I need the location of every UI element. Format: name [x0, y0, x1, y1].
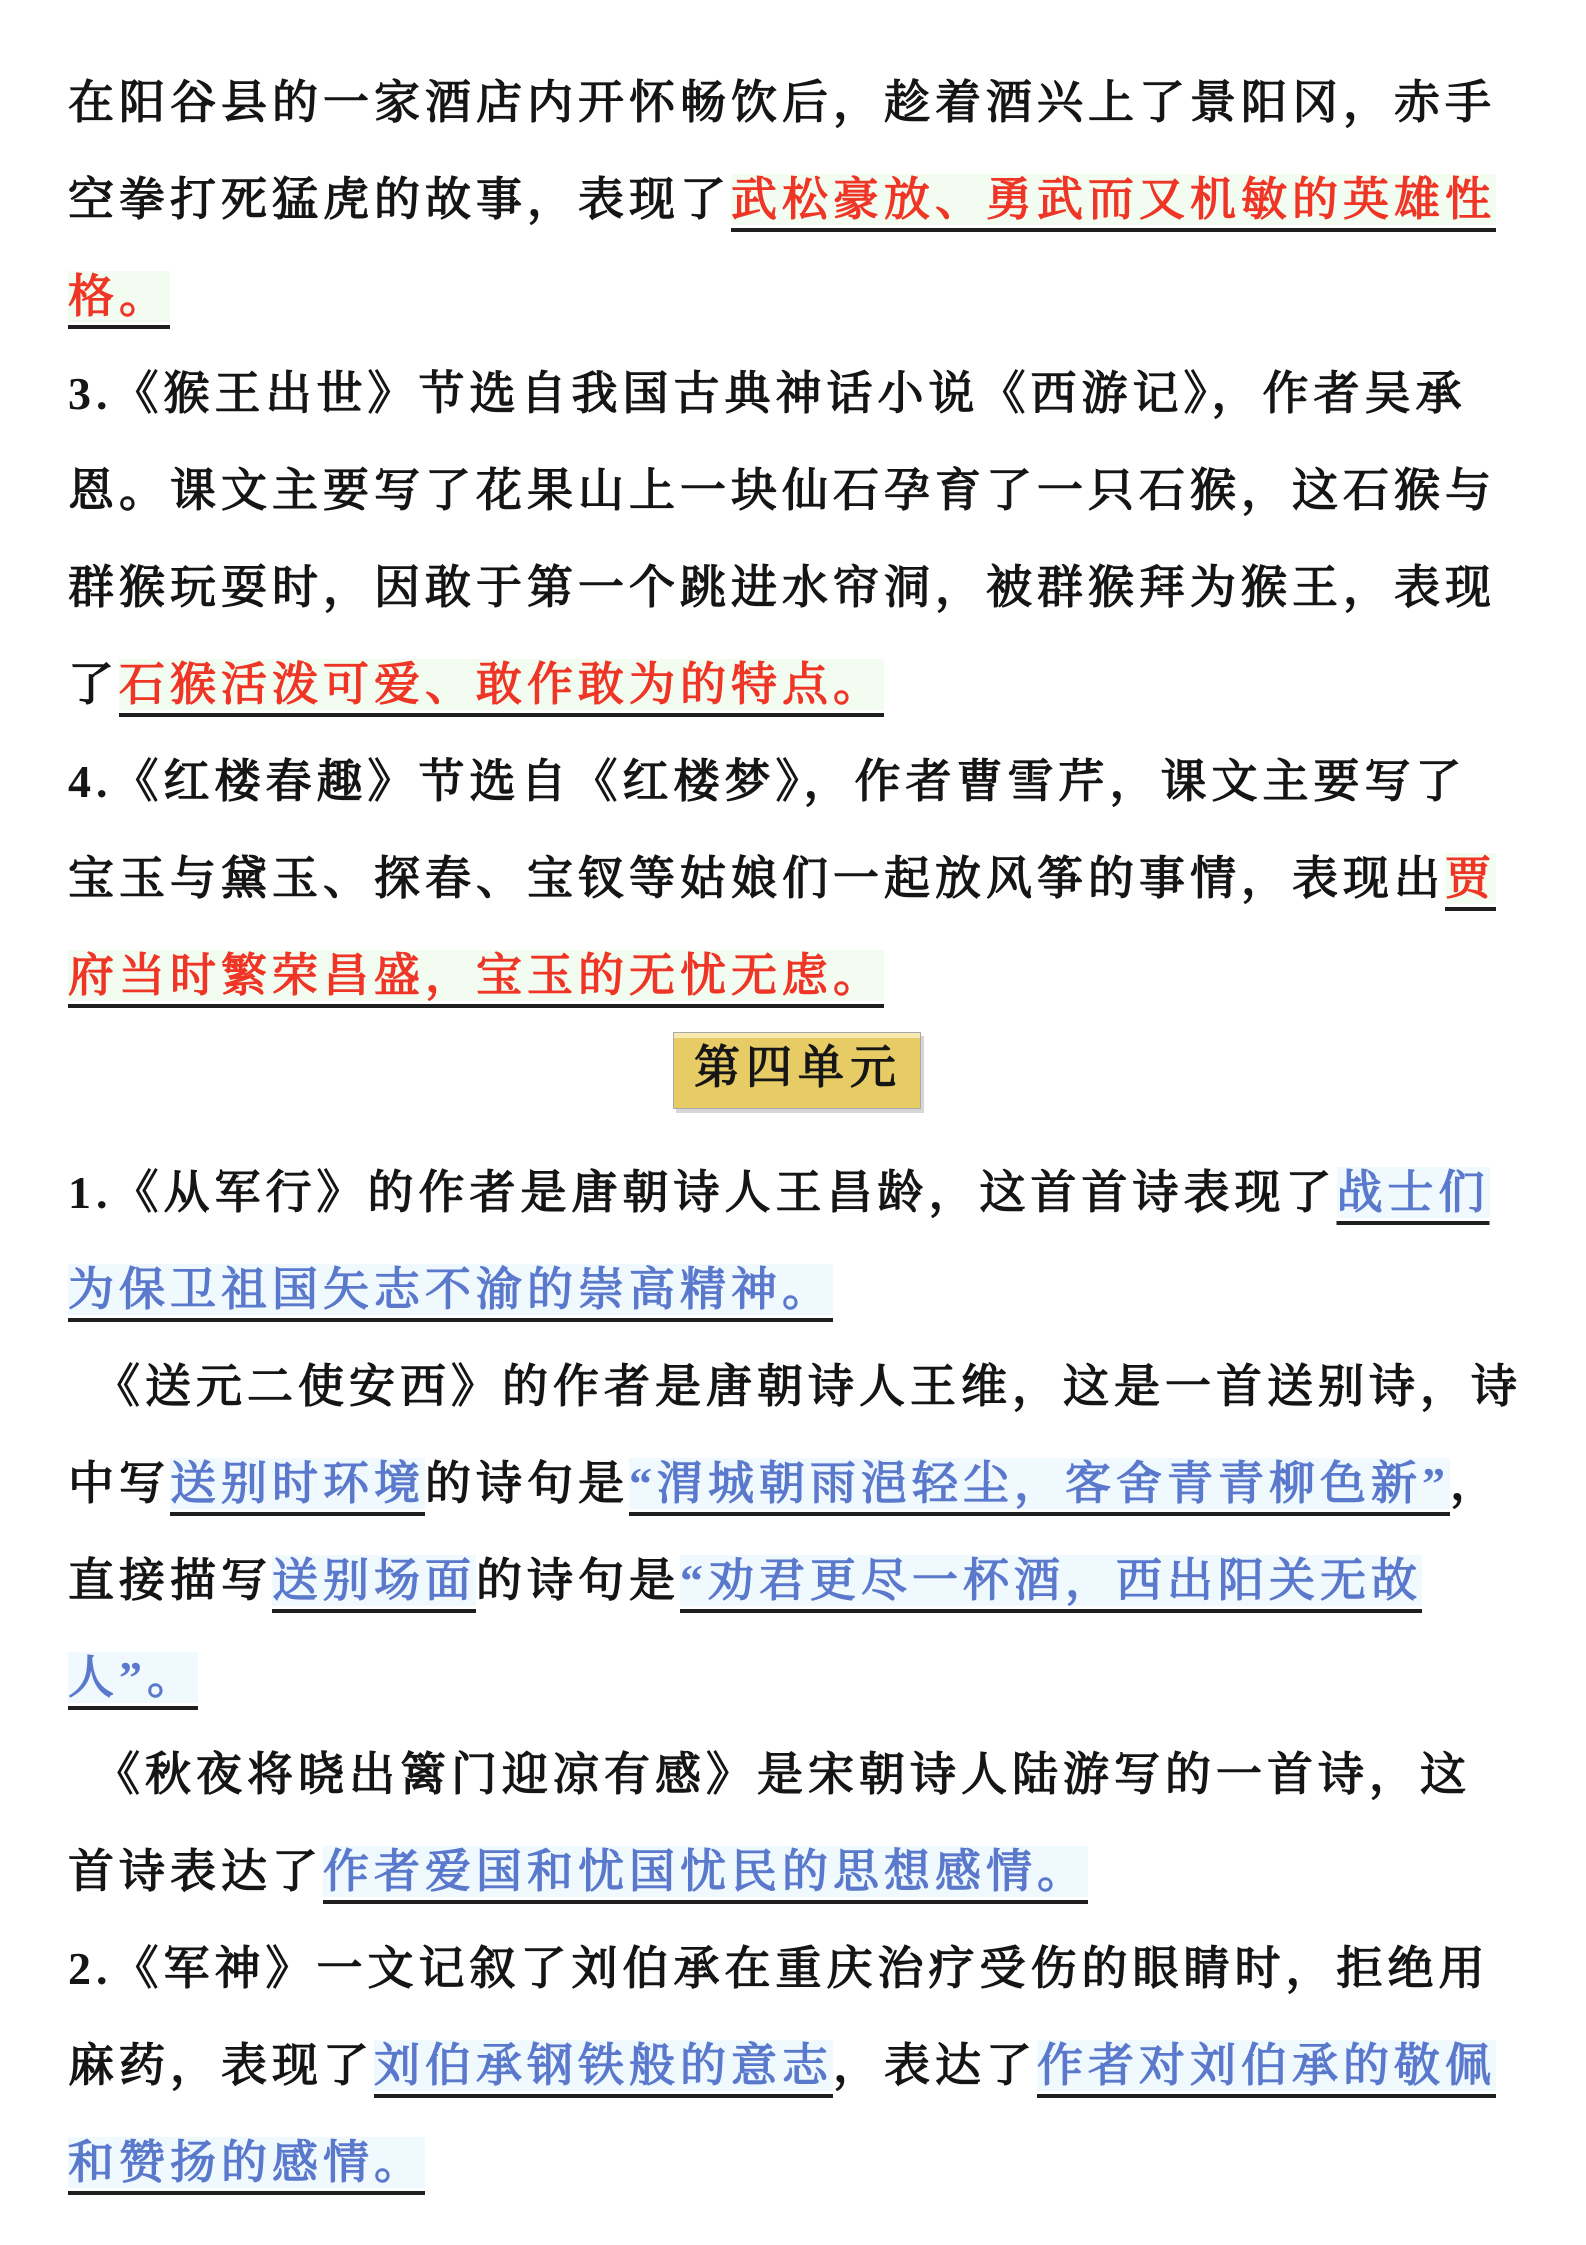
- text-line: [68, 1144, 1526, 1241]
- answer-highlight-blue: 作者对刘伯承的敬佩: [1037, 2040, 1496, 2091]
- text-line: [68, 442, 1526, 539]
- text-line: [68, 1629, 1526, 1726]
- text-segment: ，: [1450, 1458, 1501, 1509]
- text-segment: 2.《军神》一文记叙了刘伯承在重庆治疗受伤的眼睛时，拒绝用: [68, 1943, 1490, 1994]
- text-line: [68, 636, 1526, 733]
- answer-highlight-blue: 送别场面: [272, 1555, 476, 1606]
- text-line: [68, 1338, 1526, 1435]
- text-line: [68, 1823, 1526, 1920]
- text-segment: 3.《猴王出世》节选自我国古典神话小说《西游记》，作者吴承: [68, 368, 1467, 419]
- answer-highlight-blue: 送别时环境: [170, 1458, 425, 1509]
- answer-highlight-red: 格。: [68, 271, 170, 322]
- text-line: [68, 151, 1526, 248]
- text-line: [68, 2017, 1526, 2114]
- text-line: [68, 345, 1526, 442]
- unit4-notes-section: [68, 1144, 1526, 2211]
- unit-header-row: [68, 1024, 1526, 1144]
- text-segment: 《秋夜将晓出篱门迎凉有感》是宋朝诗人陆游写的一首诗，这: [94, 1749, 1471, 1800]
- text-line: [68, 830, 1526, 927]
- text-line: [68, 733, 1526, 830]
- unit3-notes-section: [68, 54, 1526, 1024]
- answer-highlight-blue: 为保卫祖国矢志不渝的崇高精神。: [68, 1264, 833, 1315]
- text-segment: 的诗句是: [425, 1458, 629, 1509]
- text-segment: 恩。课文主要写了花果山上一块仙石孕育了一只石猴，这石猴与: [68, 465, 1496, 516]
- answer-highlight-blue: “劝君更尽一杯酒，西出阳关无故: [680, 1555, 1422, 1606]
- text-segment: 《送元二使安西》的作者是唐朝诗人王维，这是一首送别诗，诗: [94, 1361, 1522, 1412]
- text-segment: 群猴玩耍时，因敢于第一个跳进水帘洞，被群猴拜为猴王，表现: [68, 562, 1496, 613]
- answer-highlight-red: 贾: [1445, 853, 1496, 904]
- answer-highlight-red: 武松豪放、勇武而又机敏的英雄性: [731, 174, 1496, 225]
- answer-highlight-blue: 作者爱国和忧国忧民的思想感情。: [323, 1846, 1088, 1897]
- answer-highlight-blue: “渭城朝雨浥轻尘，客舍青青柳色新”: [629, 1458, 1450, 1509]
- text-segment: 1.《从军行》的作者是唐朝诗人王昌龄，这首首诗表现了: [68, 1167, 1337, 1218]
- text-segment: 直接描写: [68, 1555, 272, 1606]
- text-line: [68, 1726, 1526, 1823]
- text-segment: 首诗表达了: [68, 1846, 323, 1897]
- answer-highlight-red: 石猴活泼可爱、敢作敢为的特点。: [119, 659, 884, 710]
- text-line: [68, 539, 1526, 636]
- text-segment: 了: [68, 659, 119, 710]
- answer-highlight-red: 府当时繁荣昌盛，宝玉的无忧无虑。: [68, 950, 884, 1001]
- text-line: [68, 1435, 1526, 1532]
- text-segment: 4.《红楼春趣》节选自《红楼梦》，作者曹雪芹，课文主要写了: [68, 756, 1467, 807]
- text-segment: ，表达了: [833, 2040, 1037, 2091]
- unit-header-badge: 第四单元: [673, 1032, 921, 1109]
- answer-highlight-blue: 战士们: [1336, 1167, 1490, 1218]
- text-segment: 空拳打死猛虎的故事，表现了: [68, 174, 731, 225]
- text-segment: 宝玉与黛玉、探春、宝钗等姑娘们一起放风筝的事情，表现出: [68, 853, 1445, 904]
- text-line: [68, 54, 1526, 151]
- text-line: [68, 1532, 1526, 1629]
- answer-highlight-blue: 刘伯承钢铁般的意志: [374, 2040, 833, 2091]
- text-segment: 的诗句是: [476, 1555, 680, 1606]
- text-line: [68, 1241, 1526, 1338]
- text-line: [68, 1920, 1526, 2017]
- text-line: [68, 927, 1526, 1024]
- answer-highlight-blue: 和赞扬的感情。: [68, 2137, 425, 2188]
- text-line: [68, 2114, 1526, 2211]
- text-segment: 在阳谷县的一家酒店内开怀畅饮后，趁着酒兴上了景阳冈，赤手: [68, 77, 1496, 128]
- answer-highlight-blue: 人”。: [68, 1652, 198, 1703]
- text-line: [68, 248, 1526, 345]
- text-segment: 麻药，表现了: [68, 2040, 374, 2091]
- text-segment: 中写: [68, 1458, 170, 1509]
